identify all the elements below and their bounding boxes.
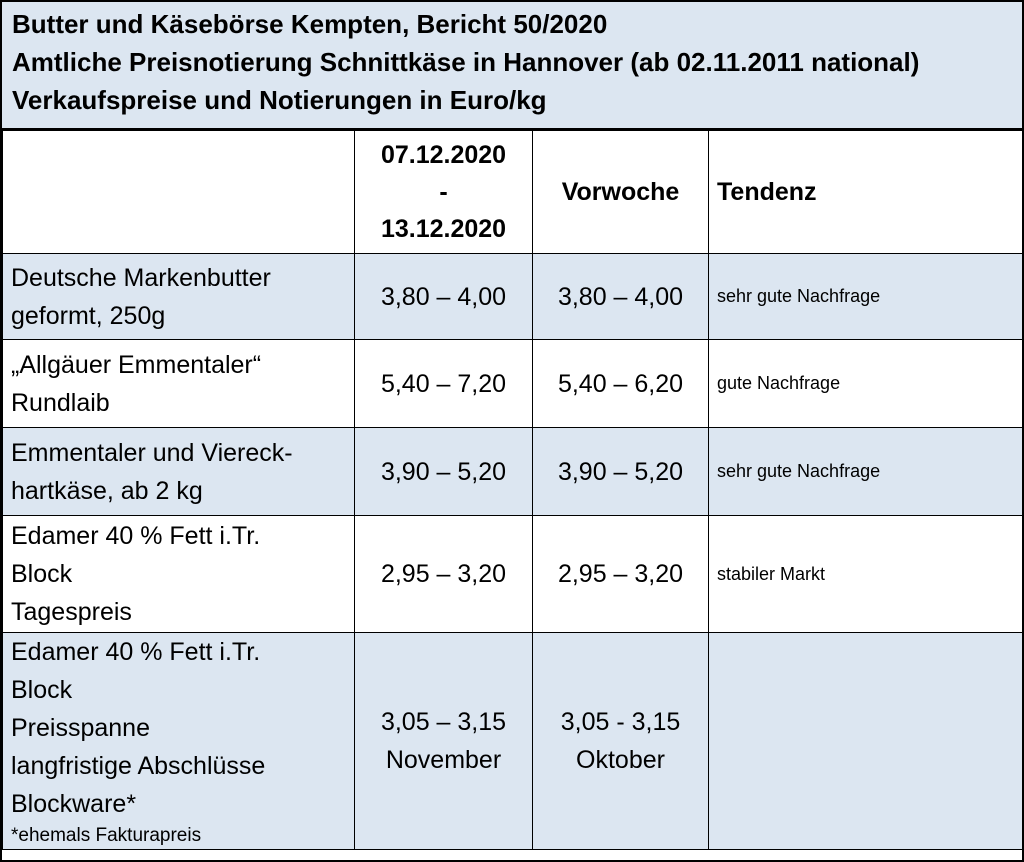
product-label: Emmentaler und Viereck- hartkäse, ab 2 kg: [3, 428, 355, 516]
table-row: [3, 516, 1023, 633]
product-label: Edamer 40 % Fett i.Tr. Block Preisspanne langfristige Abschlüsse Blockware* *ehemals Fakturapreis: [3, 633, 355, 850]
table-row: [3, 428, 1023, 516]
table-row: [3, 633, 1023, 850]
table-header-row: [3, 131, 1023, 254]
current-price: 2,95 – 3,20: [355, 516, 533, 633]
current-week-end: 13.12.2020: [380, 214, 507, 243]
trend-text: [709, 633, 1023, 850]
current-week-separator: -: [439, 177, 448, 206]
previous-price: 3,90 – 5,20: [533, 428, 709, 516]
previous-price-range: 3,05 - 3,15: [560, 708, 681, 736]
report-header: [2, 2, 1022, 130]
previous-price-period: Oktober: [576, 746, 665, 774]
header-trend: Tendenz: [709, 131, 1023, 254]
current-price-range: 3,05 – 3,15: [380, 708, 507, 736]
current-week-start: 07.12.2020: [380, 140, 507, 169]
header-previous-week: Vorwoche: [533, 131, 709, 254]
product-label: „Allgäuer Emmentaler“ Rundlaib: [3, 340, 355, 428]
footnote: *ehemals Fakturapreis: [11, 825, 202, 846]
previous-price: 3,80 – 4,00: [533, 254, 709, 340]
previous-price: 5,40 – 6,20: [533, 340, 709, 428]
trend-text: stabiler Markt: [709, 516, 1023, 633]
report-title: Butter und Käsebörse Kempten, Bericht 50/2020: [12, 9, 608, 39]
current-price: 3,90 – 5,20: [355, 428, 533, 516]
header-current-week: [355, 131, 533, 254]
current-price-period: November: [385, 746, 502, 774]
current-price: 3,80 – 4,00: [355, 254, 533, 340]
current-price: 5,40 – 7,20: [355, 340, 533, 428]
previous-price: 2,95 – 3,20: [533, 516, 709, 633]
header-product-cell: [3, 131, 355, 254]
trend-text: sehr gute Nachfrage: [709, 254, 1023, 340]
table-row: [3, 340, 1023, 428]
trend-text: sehr gute Nachfrage: [709, 428, 1023, 516]
price-table: [2, 130, 1023, 850]
product-label: Edamer 40 % Fett i.Tr. Block Tagespreis: [3, 516, 355, 633]
product-label: Deutsche Markenbutter geformt, 250g: [3, 254, 355, 340]
report-units: Verkaufspreise und Notierungen in Euro/kg: [12, 85, 547, 115]
trend-text: gute Nachfrage: [709, 340, 1023, 428]
report-subtitle: Amtliche Preisnotierung Schnittkäse in Hannover (ab 02.11.2011 national): [12, 47, 920, 77]
table-row: [3, 254, 1023, 340]
previous-price: [533, 633, 709, 850]
current-price: [355, 633, 533, 850]
